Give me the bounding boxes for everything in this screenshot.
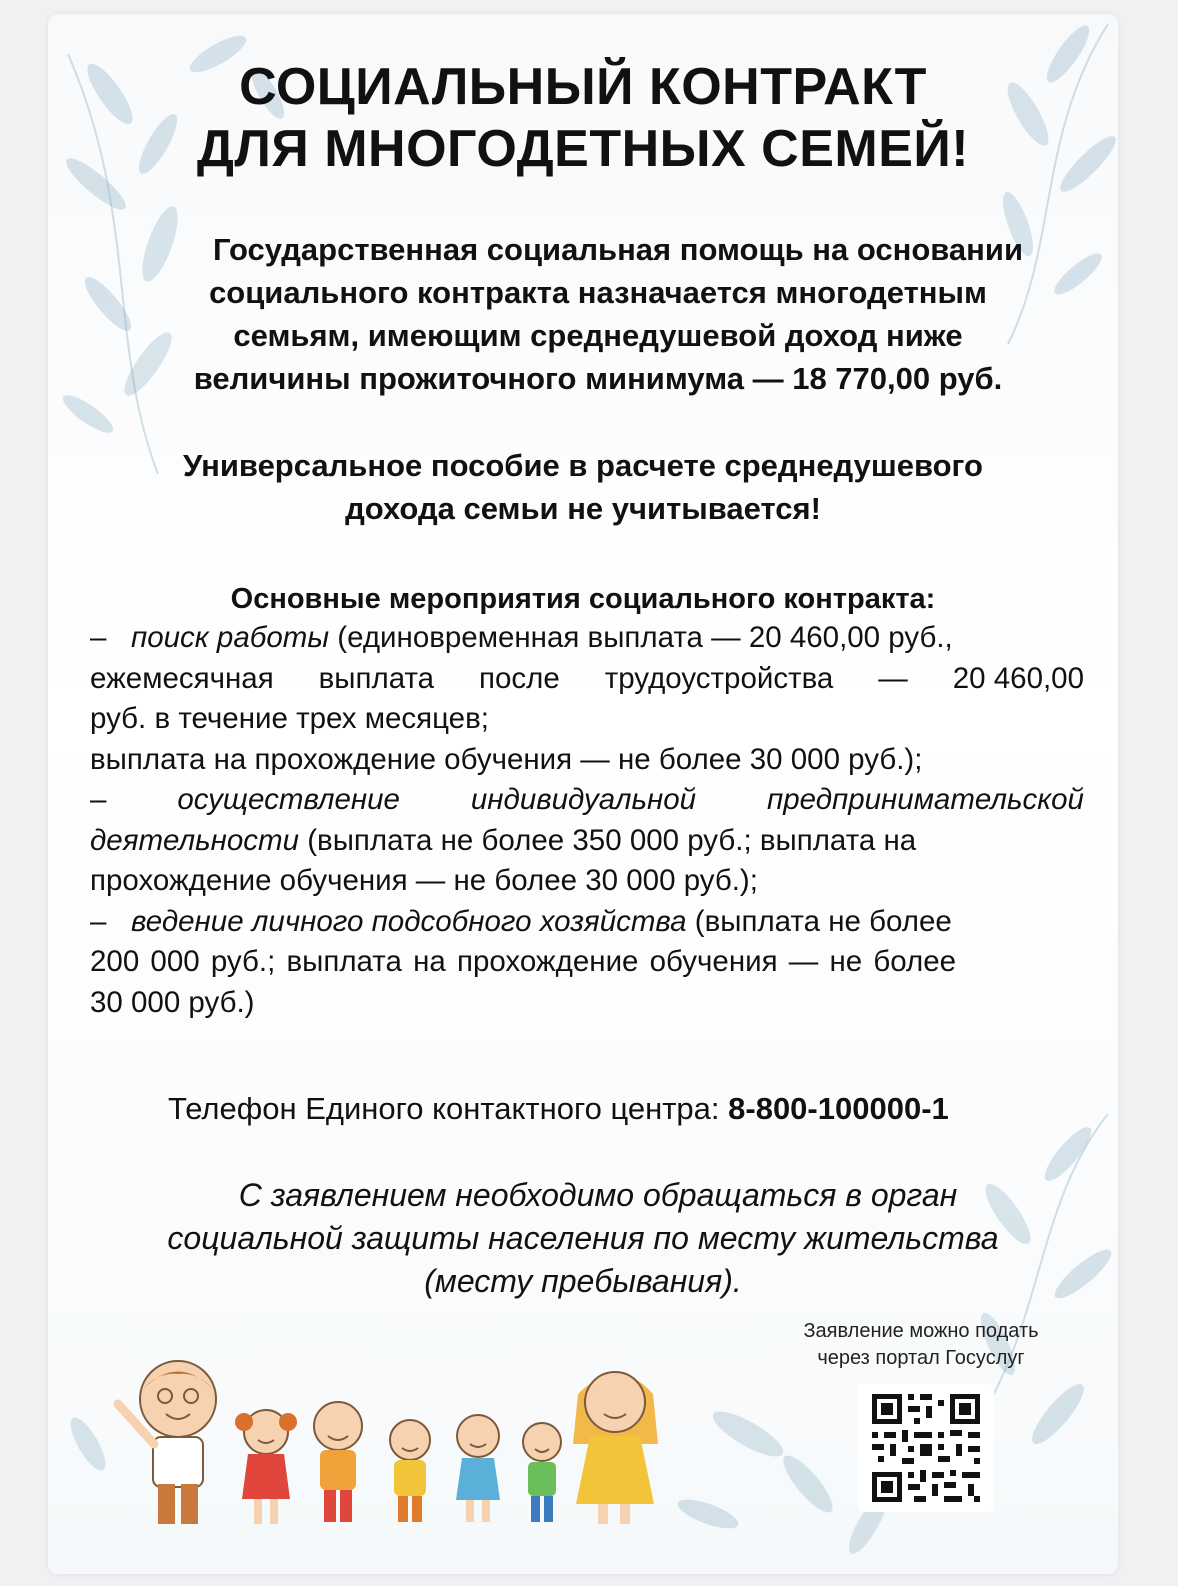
title-line-1: СОЦИАЛЬНЫЙ КОНТРАКТ	[239, 58, 927, 116]
apply-line-1: С заявлением необходимо обращаться в орган	[238, 1177, 958, 1213]
measure-farm-line-3: 30 000 руб.)	[90, 985, 255, 1019]
intro-line-2: социального контракта назначается многодетным	[209, 275, 987, 310]
gos-line-2: через портал Госуслуг	[817, 1347, 1025, 1369]
measure-job-text-1: (единовременная выплата — 20 460,00 руб.,	[337, 621, 953, 654]
page-title	[48, 56, 1118, 180]
word: выплата	[318, 661, 435, 695]
measure-job-line-3: руб. в течение трех месяцев;	[90, 702, 489, 735]
measure-farm-name: ведение личного подсобного хозяйства	[131, 904, 687, 938]
measure-job-line-1	[90, 618, 1084, 659]
intro-line-3: семьям, имеющим среднедушевой доход ниже	[233, 318, 963, 353]
apply-line-2: социальной защиты населения по месту жительства	[167, 1220, 999, 1256]
measure-farm-line-1	[90, 902, 1084, 943]
word: ежемесячная	[90, 661, 274, 695]
child-5	[523, 1423, 561, 1522]
measure-business-line-2	[90, 821, 1084, 862]
phone-label: Телефон Единого контактного центра:	[168, 1091, 720, 1126]
child-1	[235, 1410, 297, 1524]
flyer-page	[48, 14, 1118, 1574]
universal-line-1: Универсальное пособие в расчете среднедушевого	[183, 448, 983, 483]
word: 20 460,00	[952, 661, 1084, 695]
application-note	[88, 1174, 1078, 1303]
measure-job-name: поиск работы	[131, 621, 330, 654]
measure-business-text-2: (выплата не более 350 000 руб.; выплата на	[307, 823, 917, 857]
contact-center-phone	[168, 1088, 1118, 1130]
word: предпринимательской	[766, 783, 1084, 816]
word: —	[878, 661, 908, 695]
word: после	[479, 661, 560, 695]
measure-job-line-4: выплата на прохождение обучения — не более 30 000 руб.);	[90, 742, 923, 776]
qr-code-icon[interactable]	[858, 1384, 994, 1512]
word: трудоустройства	[604, 661, 834, 695]
child-3	[390, 1420, 430, 1522]
family-illustration	[98, 1354, 678, 1529]
apply-line-3: (месту пребывания).	[424, 1263, 742, 1299]
dash-mark: –	[90, 621, 107, 654]
measure-job-line-2	[90, 659, 1084, 700]
universal-line-2: дохода семьи не учитывается!	[345, 491, 821, 526]
word: осуществление	[177, 783, 400, 816]
phone-number: 8-800-100000-1	[728, 1091, 949, 1126]
measure-business-name-end: деятельности	[90, 823, 299, 857]
dash-mark: –	[90, 783, 107, 816]
universal-benefit-note	[88, 444, 1078, 530]
measure-business-line-1	[90, 780, 1084, 821]
dad-figure	[118, 1361, 216, 1524]
title-line-2: ДЛЯ МНОГОДЕТНЫХ СЕМЕЙ!	[196, 120, 970, 178]
qr-code-graphic	[858, 1384, 994, 1512]
measure-farm-text-1: (выплата не более	[694, 904, 952, 938]
child-4	[456, 1415, 500, 1522]
dash-mark: –	[90, 904, 107, 938]
measures-heading: Основные мероприятия социального контракта:	[230, 583, 936, 615]
gos-line-1: Заявление можно подать	[803, 1320, 1039, 1342]
measures-list	[90, 618, 1084, 1023]
measure-farm-line-2: 200 000 руб.; выплата на прохождение обучения — не более	[90, 945, 957, 978]
word: индивидуальной	[470, 783, 697, 816]
mom-figure	[573, 1372, 658, 1524]
intro-line-4: величины прожиточного минимума — 18 770,00 руб.	[193, 361, 1003, 396]
measure-business-line-3: прохождение обучения — не более 30 000 руб.);	[90, 864, 758, 897]
intro-paragraph	[108, 228, 1088, 400]
child-2	[314, 1402, 362, 1522]
gosuslugi-note	[776, 1318, 1066, 1372]
intro-line-1: Государственная социальная помощь на основании	[212, 232, 1024, 267]
